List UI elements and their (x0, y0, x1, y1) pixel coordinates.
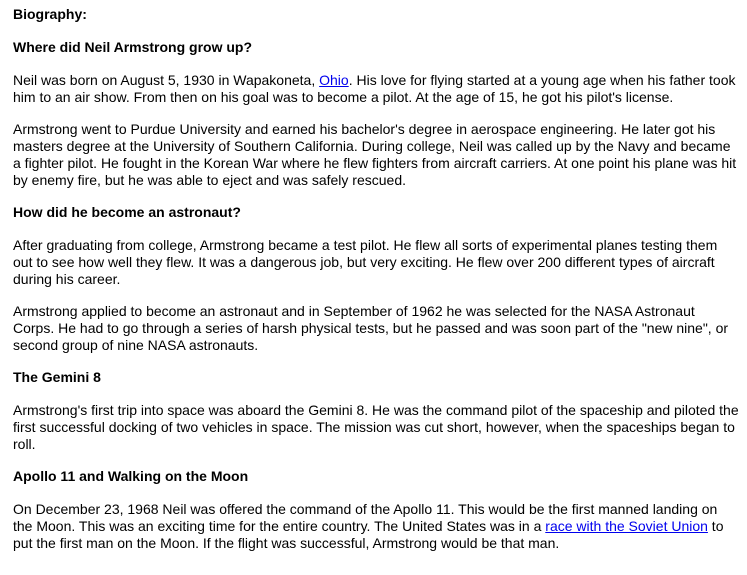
section-heading-grow-up: Where did Neil Armstrong grow up? (13, 39, 253, 55)
section-heading-gemini: The Gemini 8 (13, 369, 101, 385)
paragraph-early-life (13, 72, 739, 106)
paragraph-apollo (13, 501, 739, 552)
paragraph-astronaut-corps: Armstrong applied to become an astronaut and in September of 1962 he was selected for the NASA Astronaut Corps. He had to go through a series of harsh physical tests, but he passed and was soon part of the "new nine", or second group of nine NASA astronauts. (13, 303, 729, 353)
soviet-race-link[interactable]: race with the Soviet Union (545, 518, 708, 534)
paragraph-gemini: Armstrong's first trip into space was aboard the Gemini 8. He was the command pilot of the spaceship and piloted the first successful docking of two vehicles in space. The mission was cut short, however, when the spaceships began to roll. (13, 402, 739, 452)
section-heading-astronaut: How did he become an astronaut? (13, 204, 241, 220)
paragraph-text: . His love for flying started at a young age when his father took him to an air show. From then on his goal was to become a pilot. At the age of 15, he got his pilot's license. (13, 72, 736, 105)
paragraph-text: Neil was born on August 5, 1930 in Wapakoneta, (13, 72, 320, 88)
paragraph-education: Armstrong went to Purdue University and earned his bachelor's degree in aerospace engineering. He later got his masters degree at the University of Southern California. During college, Neil was called up by the Navy and became a fighter pilot. He fought in the Korean War where he flew fighters from aircraft carriers. At one point his plane was hit by enemy fire, but he was able to eject and was safely rescued. (13, 121, 737, 188)
paragraph-text: On December 23, 1968 Neil was offered the command of the Apollo 11. This would be the first manned landing on the Moon. This was an exciting time for the entire country. The United States was in a (13, 501, 718, 534)
section-heading-apollo: Apollo 11 and Walking on the Moon (13, 468, 249, 484)
paragraph-test-pilot: After graduating from college, Armstrong became a test pilot. He flew all sorts of experimental planes testing them out to see how well they flew. It was a dangerous job, but very exciting. He flew over 200 different types of aircraft during his career. (13, 237, 718, 287)
paragraph-text: to put the first man on the Moon. If the flight was successful, Armstrong would be that man. (13, 518, 724, 551)
biography-heading: Biography: (13, 6, 87, 22)
ohio-link[interactable]: Ohio (319, 72, 349, 88)
